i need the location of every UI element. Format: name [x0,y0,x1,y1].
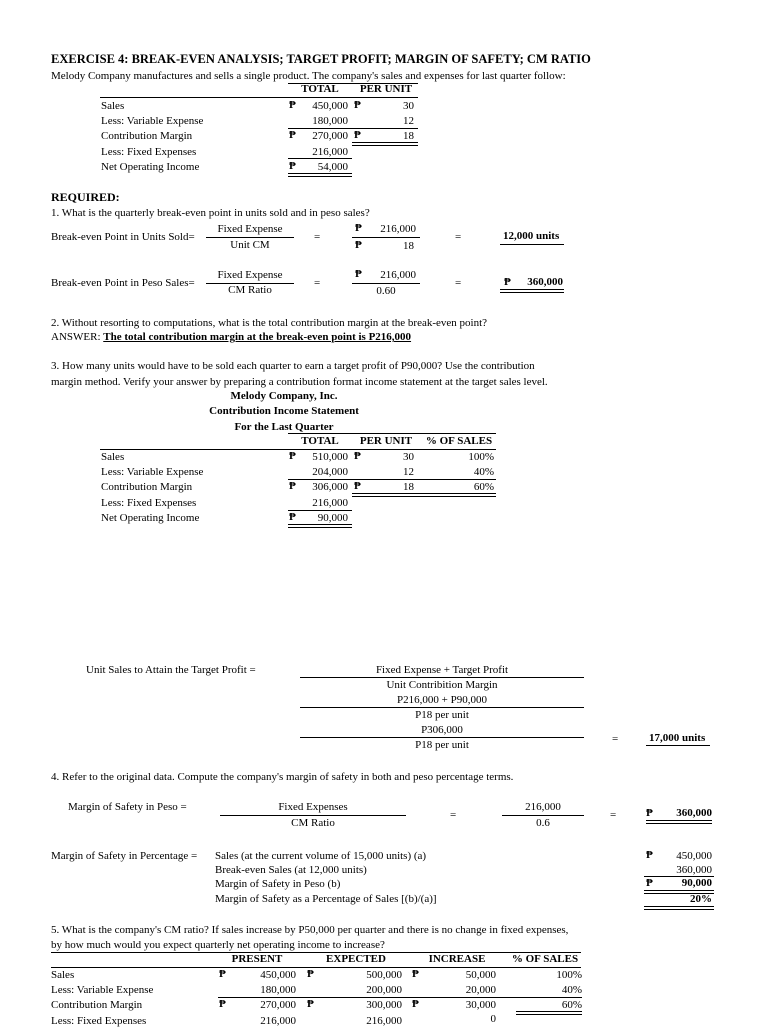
q4-value-mos-peso: 90,000 [681,877,712,889]
peso-sign: ₱ [646,877,653,889]
cell-pct: 60% [561,999,582,1011]
cell-present: 450,000 [260,969,296,981]
col-header-increase: INCREASE [428,953,486,965]
q1-question: 1. What is the quarterly break-even point in units sold and in peso sales? [51,207,370,219]
row-label: Less: Variable Expense [51,984,154,996]
row-label: Sales [101,100,125,112]
equals-sign: = [314,277,321,289]
q4-value-sales: 450,000 [676,850,712,862]
peso-sign: ₱ [289,450,296,462]
q1-units-den-value: 18 [403,240,414,252]
col-header-per-unit: PER UNIT [359,435,413,447]
q4-question: 4. Refer to the original data. Compute the company's margin of safety in both and peso percentage terms. [51,771,514,783]
cell-per-unit: 18 [403,130,414,142]
q1-peso-num-value: 216,000 [380,269,416,281]
rule [288,479,496,480]
q4-value-breakeven: 360,000 [676,864,712,876]
q4-pct-label: Margin of Safety in Percentage = [51,850,198,862]
col-header-pct-sales: % OF SALES [425,435,493,447]
q4-mos-denominator: CM Ratio [291,817,335,829]
cell-increase: 50,000 [465,969,496,981]
cell-per-unit: 18 [403,481,414,493]
q3-step1-numerator: P216,000 + P90,000 [397,694,487,706]
q2-answer-text: The total contribution margin at the break-even point is P216,000 [103,331,412,343]
peso-sign: ₱ [307,968,314,980]
rule [646,820,712,824]
q3-formula-label: Unit Sales to Attain the Target Profit = [86,664,256,676]
q4-line-mos-peso: Margin of Safety in Peso (b) [215,878,341,890]
col-header-present: PRESENT [231,953,283,965]
col-header-total: TOTAL [301,83,339,95]
cell-pct: 40% [473,466,494,478]
peso-sign: ₱ [289,99,296,111]
rule [352,142,418,146]
rule [352,493,496,497]
cell-total: 510,000 [312,451,348,463]
q3-step2-denominator: P18 per unit [415,739,469,751]
equals-sign: = [450,809,457,821]
q1-units-answer: 12,000 units [503,230,560,242]
row-label: Less: Fixed Expenses [101,146,197,158]
fraction-bar [352,237,420,238]
cell-increase: 20,000 [465,984,496,996]
equals-sign: = [610,809,617,821]
q1-peso-den-value: 0.60 [376,285,396,297]
col-header-pct-sales: % OF SALES [511,953,579,965]
row-label: Net Operating Income [101,161,200,173]
fraction-bar [206,237,294,238]
q3-statement-title: Contribution Income Statement [209,405,359,417]
q4-line-mos-pct: Margin of Safety as a Percentage of Sales [(b)/(a)] [215,893,437,905]
fraction-bar [300,677,584,678]
peso-sign: ₱ [355,239,362,251]
rule [500,244,564,245]
q1-peso-answer: 360,000 [527,276,563,288]
cell-pct: 100% [468,451,494,463]
peso-sign: ₱ [289,511,296,523]
rule [288,158,352,159]
q4-mos-label: Margin of Safety in Peso = [68,801,187,813]
cell-present: 180,000 [260,984,296,996]
row-label: Sales [101,451,125,463]
cell-expected: 300,000 [366,999,402,1011]
row-label: Contribution Margin [51,999,143,1011]
q5-question-line1: 5. What is the company's CM ratio? If sales increase by P50,000 per quarter and there is no change in fixed expenses, [51,924,569,936]
peso-sign: ₱ [354,99,361,111]
peso-sign: ₱ [219,998,226,1010]
cell-expected: 216,000 [366,1015,402,1027]
cell-present: 270,000 [260,999,296,1011]
peso-sign: ₱ [289,129,296,141]
q2-answer-label: ANSWER: [51,331,101,343]
peso-sign: ₱ [354,480,361,492]
q3-period: For the Last Quarter [234,421,334,433]
peso-sign: ₱ [646,807,653,819]
rule [218,997,582,998]
rule [646,745,710,746]
cell-total: 180,000 [312,115,348,127]
q1-units-denominator: Unit CM [230,239,270,251]
q4-line-breakeven: Break-even Sales (at 12,000 units) [215,864,367,876]
q4-mos-answer: 360,000 [676,807,712,819]
q2-question: 2. Without resorting to computations, what is the total contribution margin at the break-even point? [51,317,488,329]
cell-total: 270,000 [312,130,348,142]
q2-answer [51,331,411,344]
row-label: Less: Variable Expense [101,115,204,127]
rule [51,967,581,968]
page-title: EXERCISE 4: BREAK-EVEN ANALYSIS; TARGET PROFIT; MARGIN OF SAFETY; CM RATIO [51,52,591,66]
q3-question-line2: margin method. Verify your answer by preparing a contribution format income statement at the target sales level. [51,376,548,388]
cell-present: 216,000 [260,1015,296,1027]
fraction-bar [352,283,420,284]
q4-mos-numerator: Fixed Expenses [278,801,348,813]
row-label: Less: Fixed Expenses [51,1015,147,1027]
col-header-total: TOTAL [301,435,339,447]
rule [644,906,714,910]
q1-peso-label: Break-even Point in Peso Sales= [51,277,195,289]
peso-sign: ₱ [307,998,314,1010]
cell-total: 216,000 [312,146,348,158]
col-header-expected: EXPECTED [326,953,386,965]
cell-per-unit: 30 [403,451,414,463]
rule [500,289,564,293]
q1-peso-numerator: Fixed Expense [217,269,283,281]
cell-total: 204,000 [312,466,348,478]
rule [288,128,418,129]
q1-units-num-value: 216,000 [380,223,416,235]
row-label: Net Operating Income [101,512,200,524]
fraction-bar [502,815,584,816]
rule [100,97,418,98]
peso-sign: ₱ [646,849,653,861]
q1-units-numerator: Fixed Expense [217,223,283,235]
peso-sign: ₱ [219,968,226,980]
fraction-bar [300,737,584,738]
q1-units-label: Break-even Point in Units Sold= [51,231,195,243]
row-label: Less: Variable Expense [101,466,204,478]
q1-peso-denominator: CM Ratio [228,284,272,296]
peso-sign: ₱ [504,276,511,288]
q3-answer: 17,000 units [649,732,706,744]
cell-total: 54,000 [317,161,348,173]
q3-question-line1: 3. How many units would have to be sold each quarter to earn a target profit of P90,000? Use the contribution [51,360,535,372]
peso-sign: ₱ [354,129,361,141]
cell-pct: 60% [473,481,494,493]
q3-step1-denominator: P18 per unit [415,709,469,721]
q3-formula-denominator: Unit Contribition Margin [386,679,498,691]
peso-sign: ₱ [355,222,362,234]
col-header-per-unit: PER UNIT [359,83,413,95]
peso-sign: ₱ [289,480,296,492]
peso-sign: ₱ [289,160,296,172]
equals-sign: = [314,231,321,243]
cell-total: 216,000 [312,497,348,509]
q3-formula-numerator: Fixed Expense + Target Profit [375,664,509,676]
cell-expected: 200,000 [366,984,402,996]
peso-sign: ₱ [355,268,362,280]
rule [288,510,352,511]
cell-increase: 0 [490,1013,496,1025]
fraction-bar [220,815,406,816]
q3-company-name: Melody Company, Inc. [230,390,338,402]
required-heading: REQUIRED: [51,190,120,204]
peso-sign: ₱ [412,968,419,980]
q5-question-line2: by how much would you expect quarterly net operating income to increase? [51,939,385,951]
equals-sign: = [612,733,619,745]
cell-pct: 100% [556,969,582,981]
rule [100,449,496,450]
cell-per-unit: 30 [403,100,414,112]
cell-per-unit: 12 [403,115,414,127]
equals-sign: = [455,231,462,243]
cell-expected: 500,000 [366,969,402,981]
cell-total: 90,000 [317,512,348,524]
intro-text: Melody Company manufactures and sells a single product. The company's sales and expenses for last quarter follow: [51,70,566,82]
q4-value-mos-pct: 20% [690,893,712,905]
cell-total: 450,000 [312,100,348,112]
rule [288,524,352,528]
fraction-bar [300,707,584,708]
rule [288,433,496,434]
equals-sign: = [455,277,462,289]
q4-mos-num-value: 216,000 [525,801,561,813]
peso-sign: ₱ [354,450,361,462]
cell-total: 306,000 [312,481,348,493]
row-label: Contribution Margin [101,130,193,142]
peso-sign: ₱ [412,998,419,1010]
cell-pct: 40% [561,984,582,996]
q3-step2-numerator: P306,000 [421,724,463,736]
row-label: Less: Fixed Expenses [101,497,197,509]
q4-mos-den-value: 0.6 [536,817,550,829]
cell-per-unit: 12 [403,466,414,478]
row-label: Contribution Margin [101,481,193,493]
rule [516,1011,582,1015]
row-label: Sales [51,969,75,981]
q4-line-sales: Sales (at the current volume of 15,000 units) (a) [215,850,427,862]
cell-increase: 30,000 [465,999,496,1011]
rule [288,173,352,177]
